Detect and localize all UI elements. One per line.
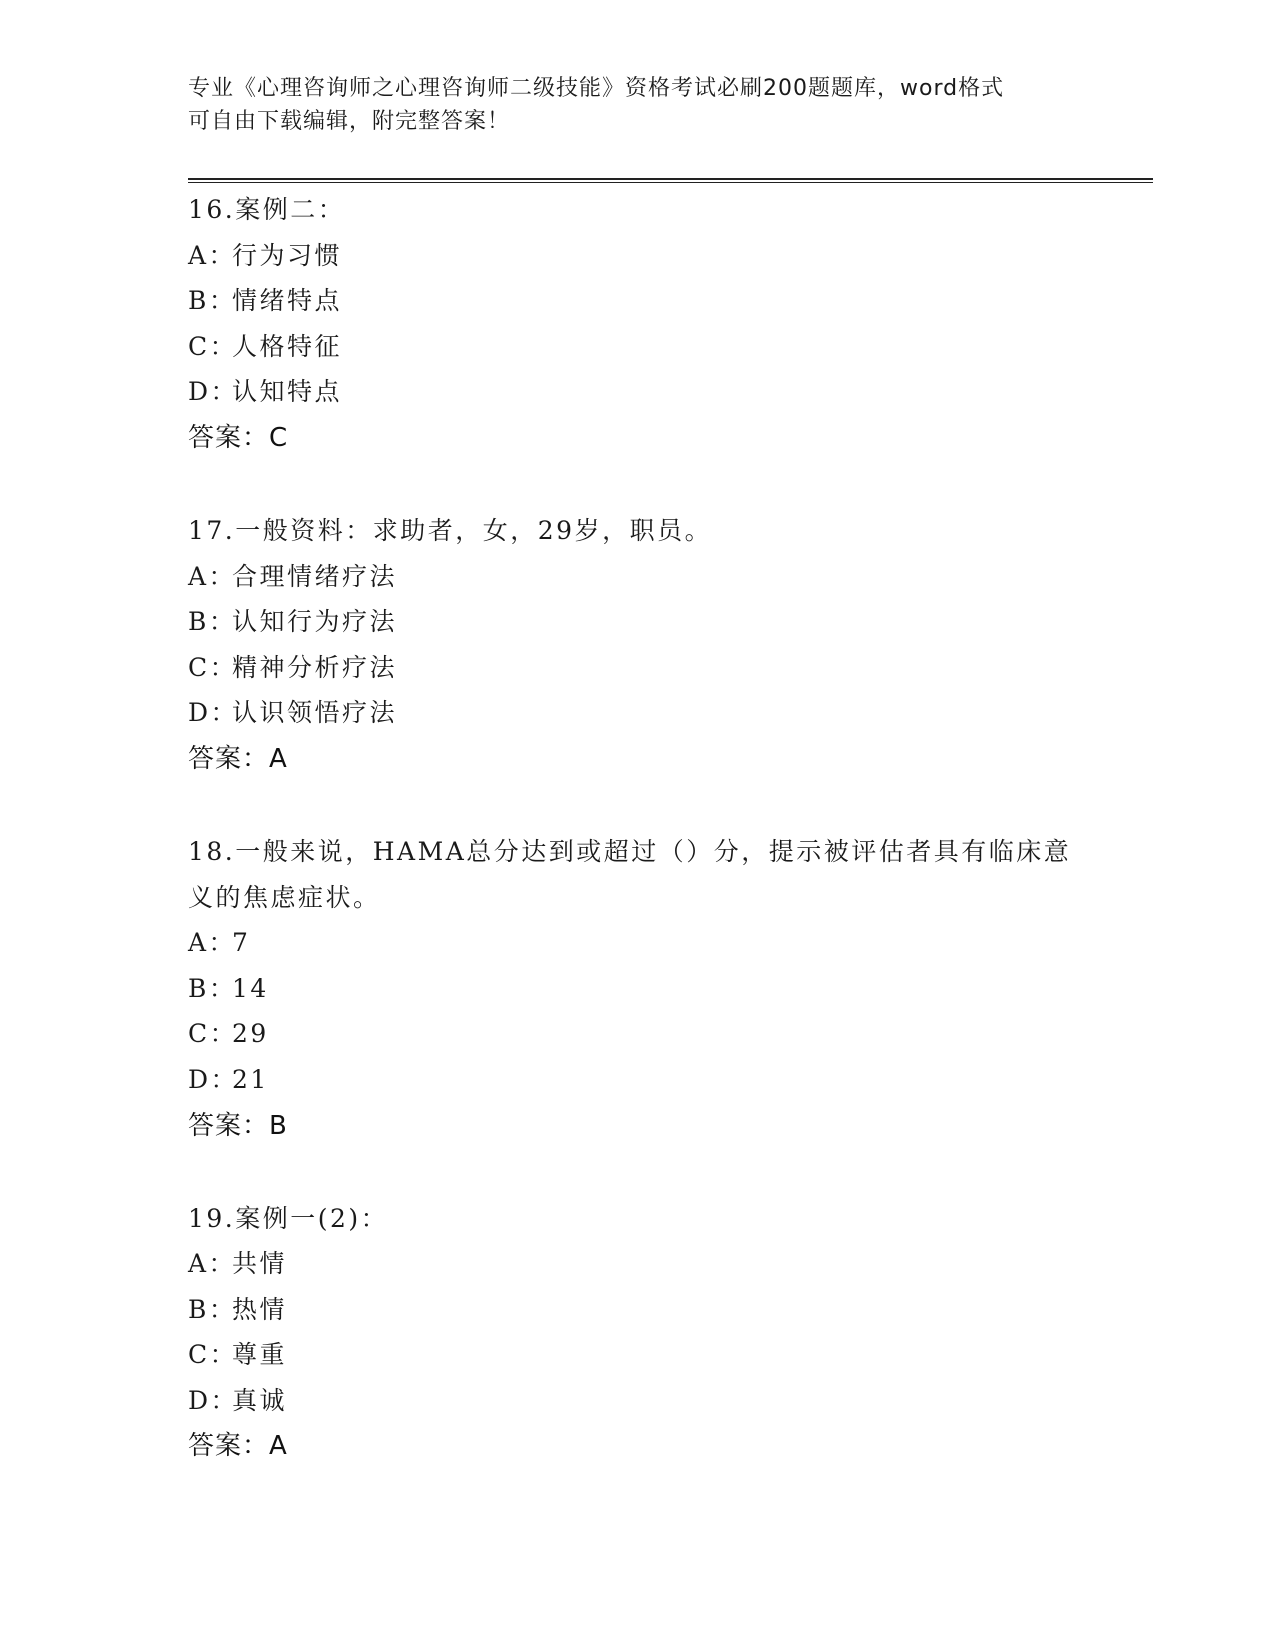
option-key: B： xyxy=(188,286,237,316)
option-text: 认知特点 xyxy=(232,377,343,407)
question-stem-line: 18.一般来说，HAMA总分达到或超过（）分，提示被评估者具有临床意 xyxy=(188,836,1072,866)
answer-line: 答案：B xyxy=(188,1110,288,1141)
option-c xyxy=(188,1011,1108,1057)
option-text: 7 xyxy=(232,928,251,958)
option-key: D： xyxy=(188,698,239,728)
question-list xyxy=(188,187,1108,1516)
option-key: A： xyxy=(188,561,237,591)
option-text: 29 xyxy=(232,1019,269,1049)
option-text: 14 xyxy=(232,973,269,1003)
header-line-1: 专业《心理咨询师之心理咨询师二级技能》资格考试必刷200题题库，word格式 xyxy=(188,76,1005,101)
option-text: 热情 xyxy=(232,1294,288,1324)
option-key: B： xyxy=(188,607,237,637)
option-c xyxy=(188,324,1108,370)
question-stem xyxy=(188,829,1108,920)
question-stem xyxy=(188,508,1108,554)
option-key: C： xyxy=(188,1340,238,1370)
option-key: A： xyxy=(188,240,237,270)
document-header xyxy=(188,72,1088,138)
question-stem-line: 17.一般资料：求助者，女，29岁，职员。 xyxy=(188,515,713,545)
option-key: A： xyxy=(188,928,237,958)
question-stem xyxy=(188,1196,1108,1242)
option-d xyxy=(188,369,1108,415)
option-text: 认知行为疗法 xyxy=(232,607,398,637)
option-key: C： xyxy=(188,652,238,682)
option-text: 行为习惯 xyxy=(232,240,343,270)
option-text: 情绪特点 xyxy=(232,286,343,316)
question-item xyxy=(188,508,1108,782)
option-c xyxy=(188,645,1108,691)
option-text: 人格特征 xyxy=(232,331,343,361)
option-text: 精神分析疗法 xyxy=(232,652,398,682)
question-item xyxy=(188,1196,1108,1470)
option-d xyxy=(188,690,1108,736)
option-key: D： xyxy=(188,1064,239,1094)
question-stem-line: 19.案例一(2)： xyxy=(188,1203,389,1233)
option-text: 认识领悟疗法 xyxy=(232,698,398,728)
option-key: B： xyxy=(188,1294,237,1324)
question-item xyxy=(188,187,1108,461)
option-b xyxy=(188,278,1108,324)
question-stem-line: 16.案例二： xyxy=(188,195,346,224)
option-a xyxy=(188,920,1108,966)
option-key: C： xyxy=(188,1019,238,1049)
option-b xyxy=(188,966,1108,1012)
answer-line: 答案：A xyxy=(188,1431,288,1462)
option-key: D： xyxy=(188,377,239,407)
option-text: 21 xyxy=(232,1064,269,1094)
option-key: C： xyxy=(188,331,238,361)
option-key: B： xyxy=(188,973,237,1003)
option-text: 共情 xyxy=(232,1249,288,1279)
option-d xyxy=(188,1057,1108,1103)
option-b xyxy=(188,1287,1108,1333)
question-item xyxy=(188,829,1108,1149)
option-b xyxy=(188,599,1108,645)
option-text: 尊重 xyxy=(232,1340,288,1370)
option-c xyxy=(188,1332,1108,1378)
answer-line: 答案：C xyxy=(188,422,289,453)
option-a xyxy=(188,1241,1108,1287)
question-stem-line: 义的焦虑症状。 xyxy=(188,882,381,912)
option-key: A： xyxy=(188,1249,237,1279)
option-a xyxy=(188,233,1108,279)
option-d xyxy=(188,1378,1108,1424)
header-divider xyxy=(188,178,1153,183)
option-a xyxy=(188,554,1108,600)
question-stem xyxy=(188,187,1108,233)
option-key: D： xyxy=(188,1385,239,1415)
answer-line: 答案：A xyxy=(188,743,288,774)
option-text: 合理情绪疗法 xyxy=(232,561,398,591)
header-line-2: 可自由下载编辑，附完整答案！ xyxy=(188,109,511,134)
option-text: 真诚 xyxy=(232,1385,288,1415)
